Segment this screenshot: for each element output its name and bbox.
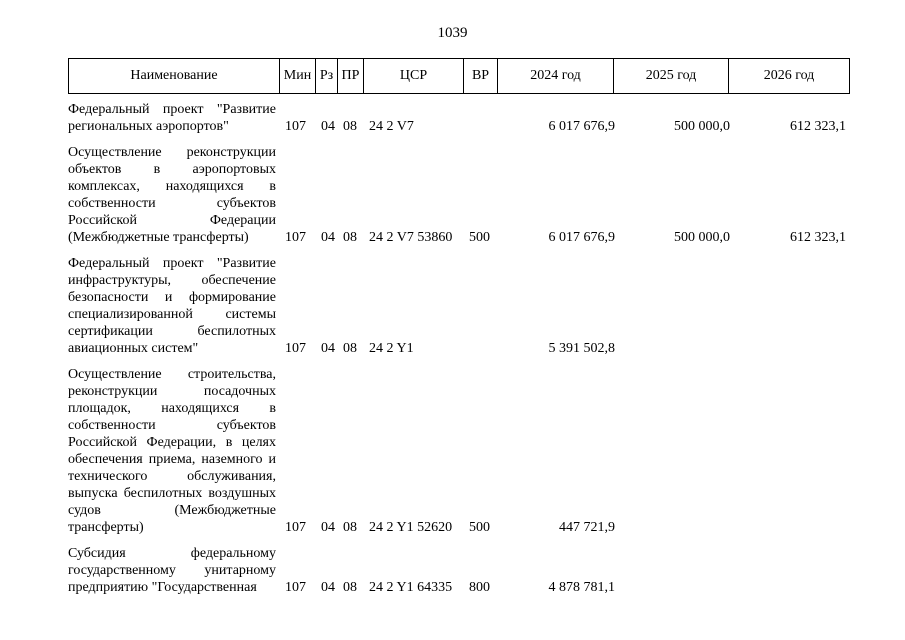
header-2026: 2026 год [729,59,850,94]
row-csr: 24 2 Y1 [369,341,414,356]
row-csr: 24 2 V7 53860 [369,230,453,245]
table-header [68,58,850,94]
row-rz: 04 [321,119,335,134]
row-min: 107 [285,119,306,134]
row-csr: 24 2 Y1 52620 [369,520,453,535]
row-name: Осуществление строительства, реконструкции посадочных площадок, находящихся в собственности субъектов Российской Федерации, в целях обеспечения приема, наземного и технического обслуживания, выпуска беспилотных воздушных судов (Межбюджетные трансферты) [68,367,276,535]
row-2024: 4 878 781,1 [548,580,615,595]
header-csr: ЦСР [364,59,464,94]
row-pr: 08 [343,580,357,595]
row-csr: 24 2 Y1 64335 [369,580,453,595]
row-name: Осуществление реконструкции объектов в аэропортовых комплексах, находящихся в собственности субъектов Российской Федерации (Межбюджетные трансферты) [68,145,276,245]
row-vr: 500 [469,520,490,535]
page-number: 1039 [437,25,468,41]
row-2026: 612 323,1 [790,230,846,245]
row-pr: 08 [343,119,357,134]
row-2026: 612 323,1 [790,119,846,134]
header-rz: Рз [316,59,338,94]
row-2025: 500 000,0 [674,119,730,134]
header-name: Наименование [69,59,280,94]
row-name: Федеральный проект "Развитие инфраструктуры, обеспечение безопасности и формирование специализированной системы сертификации беспилотных авиационных систем" [68,256,276,356]
row-2024: 6 017 676,9 [548,119,615,134]
row-rz: 04 [321,230,335,245]
row-rz: 04 [321,520,335,535]
row-2024: 6 017 676,9 [548,230,615,245]
row-min: 107 [285,230,306,245]
row-2025: 500 000,0 [674,230,730,245]
row-2024: 447 721,9 [559,520,615,535]
row-vr: 500 [469,230,490,245]
row-min: 107 [285,341,306,356]
row-csr: 24 2 V7 [369,119,414,134]
header-vr: ВР [464,59,498,94]
row-vr: 800 [469,580,490,595]
row-pr: 08 [343,520,357,535]
header-2025: 2025 год [614,59,729,94]
row-rz: 04 [321,341,335,356]
header-2024: 2024 год [498,59,614,94]
row-name: Субсидия федеральному государственному унитарному предприятию "Государственная [68,546,276,595]
row-pr: 08 [343,230,357,245]
row-2024: 5 391 502,8 [548,341,615,356]
row-rz: 04 [321,580,335,595]
row-pr: 08 [343,341,357,356]
row-min: 107 [285,580,306,595]
header-min: Мин [280,59,316,94]
row-name: Федеральный проект "Развитие региональных аэропортов" [68,102,276,134]
row-min: 107 [285,520,306,535]
header-pr: ПР [338,59,364,94]
